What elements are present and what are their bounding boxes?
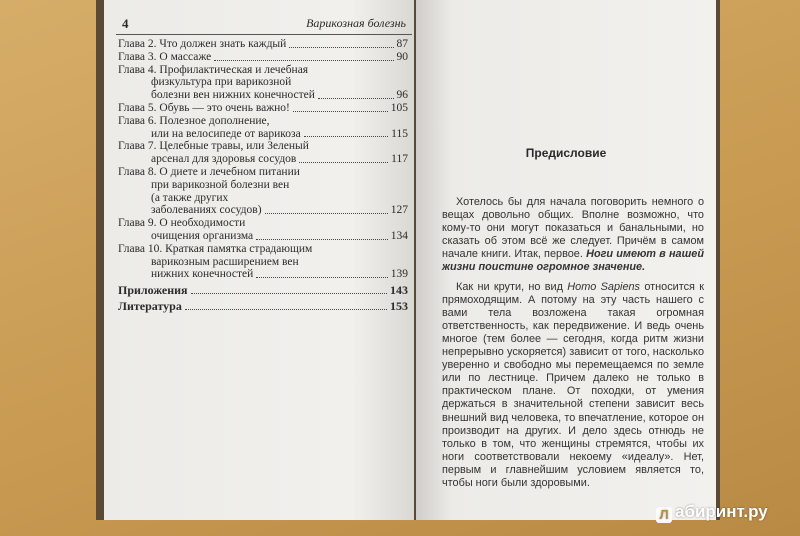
toc-page-number: 134 [390,229,408,242]
dot-leader [256,239,388,240]
toc-line: Глава 7. Целебные травы, или Зеленый [118,140,309,153]
toc-line: Глава 10. Краткая памятка страдающим [118,242,313,255]
paragraph-1: Хотелось бы для начала поговорить немного о вещах довольно общих. Вполне возможно, что кому-то они могут показаться и банальными, но сказать об этом всё же следует. Причём в самом начале книги. Итак, первое. Ноги имеют в нашей жизни поистине огромное значение. [442,196,704,274]
dot-leader [191,293,387,294]
toc-appendix-label: Приложения [118,283,188,298]
toc-line: Глава 6. Полезное дополнение, [118,114,270,127]
latin-term: Homo Sapiens [567,280,641,293]
toc-page-number: 105 [390,101,408,114]
toc-literature-page: 153 [390,298,408,313]
toc-entry [118,38,408,51]
table-of-contents [118,38,408,313]
toc-appendix [118,284,408,297]
toc-line: при варикозной болезни вен [151,178,290,191]
toc-entry [118,166,408,217]
preface-title: Предисловие [525,146,607,160]
toc-entry [118,115,408,141]
emphasis: Ноги имеют в нашей жизни поистине огромное значение. [442,248,704,274]
toc-entry [118,243,408,281]
toc-line: Глава 8. О диете и лечебном питании [118,165,300,178]
toc-line: варикозным расширением вен [151,255,299,268]
toc-literature-label: Литература [118,298,182,313]
dot-leader [185,309,387,310]
toc-page-number: 117 [391,153,408,166]
toc-line: Глава 4. Профилактическая и лечебная [118,63,309,76]
watermark-text: абиринт.ру [675,502,768,521]
toc-line: очищения организма [151,229,254,242]
toc-line: Глава 5. Обувь — это очень важно! [118,101,290,114]
toc-entry [118,102,408,115]
paragraph-2: Как ни крути, но вид Homo Sapiens относится к прямоходящим. А потому на эту часть нашего с вами тела возложена такая огромная ответственность, как передвижение. И ведь очень многое (тем более — сегодня, когда ритм жизни непрерывно ускоряется) зависит от того, насколько уверенно и свободно мы перемещаемся по земле или по лестнице. Причем далеко не только в практическом плане. От походки, от умения держаться в значительной степени зависит весь внешний вид человека, то впечатление, которое он производит на других. И дело здесь отнюдь не только в том, что женщины стремятся, чтобы их ноги соответствовали некоему «идеалу». Нет, первым и главнейшим условием является то, чтобы ноги были здоровыми. [442,280,704,489]
toc-entry [118,51,408,64]
page-number: 4 [122,16,129,31]
toc-page-number: 87 [396,38,408,50]
dot-leader [299,162,388,163]
toc-entry [118,140,408,166]
right-page [416,0,716,520]
toc-page-number: 139 [390,268,408,281]
toc-line: болезни вен нижних конечностей [151,89,315,102]
toc-page-number: 90 [396,50,408,63]
labirint-watermark [656,502,768,523]
toc-line: заболеваниях сосудов) [151,204,262,217]
toc-line: или на велосипеде от варикоза [151,127,301,140]
toc-line: физкультура при варикозной [151,76,292,89]
dot-leader [265,213,388,214]
running-title: Варикозная болезнь [306,16,406,30]
toc-entry [118,217,408,243]
toc-page-number: 127 [390,204,408,217]
toc-line: Глава 3. О массаже [118,50,212,63]
toc-line: арсенал для здоровья сосудов [151,153,297,166]
labirint-logo-icon: Л [656,507,672,523]
dot-leader [214,60,393,61]
dot-leader [256,277,387,278]
dot-leader [318,98,394,99]
toc-entry [118,64,408,102]
dot-leader [304,136,388,137]
toc-page-number: 115 [391,127,408,140]
toc-line: Глава 2. Что должен знать каждый [118,38,287,50]
running-head [116,14,412,35]
preface-body [442,196,704,496]
toc-line: нижних конечностей [151,268,254,281]
toc-page-number: 96 [396,89,408,102]
toc-line: Глава 9. О необходимости [118,217,246,230]
dot-leader [289,47,393,48]
dot-leader [293,111,388,112]
toc-literature [118,300,408,313]
toc-appendix-page: 143 [390,283,408,298]
left-page [104,0,414,520]
toc-line: (а также других [151,191,229,204]
